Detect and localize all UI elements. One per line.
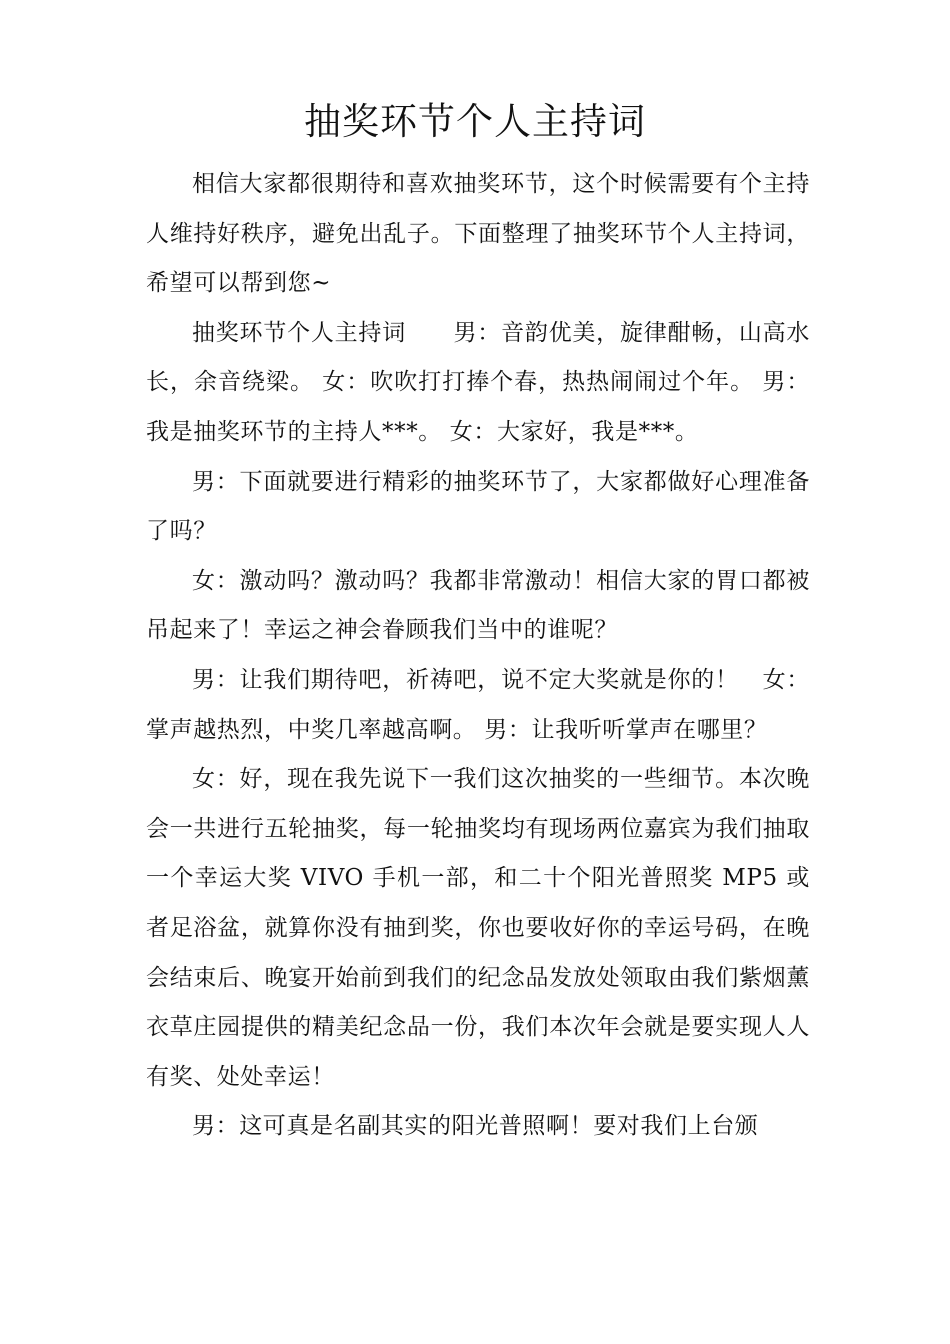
paragraph-applause: 男：让我们期待吧，祈祷吧，说不定大奖就是你的！ 女：掌声越热烈，中奖几率越高啊。 男：让我听听掌声在哪里？ xyxy=(146,666,810,743)
paragraph-female-excitement: 女：激动吗？激动吗？我都非常激动！相信大家的胃口都被吊起来了！幸运之神会眷顾我们当中的谁呢？ xyxy=(146,567,810,644)
document-title: 抽奖环节个人主持词 xyxy=(304,100,646,143)
document-body xyxy=(146,160,810,1152)
paragraph-intro: 相信大家都很期待和喜欢抽奖环节，这个时候需要有个主持人维持好秩序，避免出乱子。下面整理了抽奖环节个人主持词，希望可以帮到您~ xyxy=(146,171,810,297)
paragraph-opening-dialogue: 抽奖环节个人主持词 男：音韵优美，旋律酣畅，山高水长，余音绕梁。 女：吹吹打打捧个春，热热闹闹过个年。 男：我是抽奖环节的主持人***。 女：大家好，我是***。 xyxy=(146,319,810,445)
paragraph-lottery-details: 女：好，现在我先说下一我们这次抽奖的一些细节。本次晚会一共进行五轮抽奖，每一轮抽奖均有现场两位嘉宾为我们抽取一个幸运大奖 VIVO 手机一部，和二十个阳光普照奖 MP5 或者足浴盆，就算你没有抽到奖，你也要收好你的幸运号码，在晚会结束后、晚宴开始前到我们的纪念品发放处领取由我们紫烟薰衣草庄园提供的精美纪念品一份，我们本次年会就是要实现人人有奖、处处幸运！ xyxy=(146,766,810,1090)
paragraph-closing: 男：这可真是名副其实的阳光普照啊！要对我们上台颁 xyxy=(192,1113,759,1140)
paragraph-male-prompt: 男：下面就要进行精彩的抽奖环节了，大家都做好心理准备了吗？ xyxy=(146,468,810,545)
